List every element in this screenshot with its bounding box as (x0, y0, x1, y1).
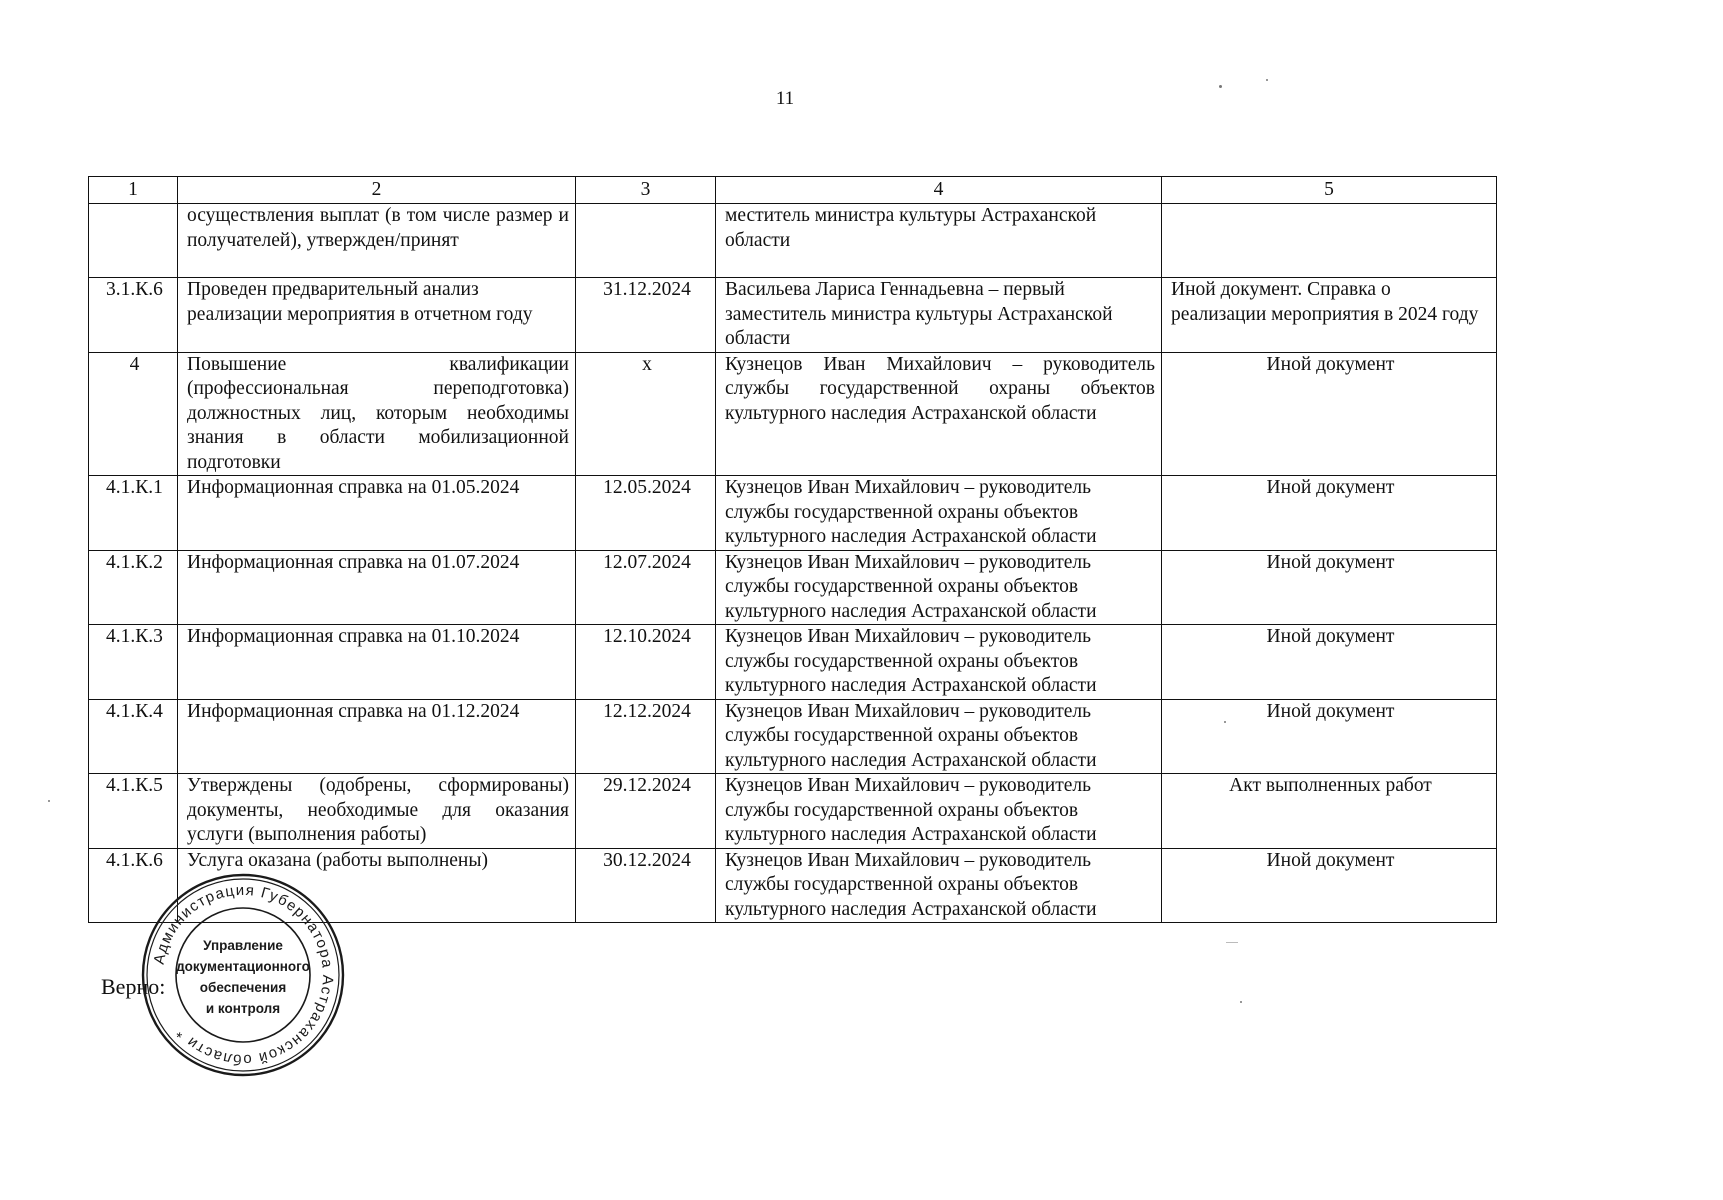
row-number: 4.1.К.6 (89, 848, 178, 923)
row-date: 12.10.2024 (576, 625, 716, 700)
row-responsible: Кузнецов Иван Михайлович – руководитель службы государственной охраны объектов культурного наследия Астраханской области (716, 352, 1162, 476)
row-description: Услуга оказана (работы выполнены) (178, 848, 576, 923)
row-date (576, 204, 716, 278)
row-responsible: меститель министра культуры Астраханской области (716, 204, 1162, 278)
row-date: 31.12.2024 (576, 278, 716, 353)
row-responsible: Кузнецов Иван Михайлович – руководитель службы государственной охраны объектов культурного наследия Астраханской области (716, 848, 1162, 923)
row-number: 4.1.К.4 (89, 699, 178, 774)
row-description: осуществления выплат (в том числе размер и получателей), утвержден/принят (178, 204, 576, 278)
row-responsible: Кузнецов Иван Михайлович – руководитель службы государственной охраны объектов культурного наследия Астраханской области (716, 625, 1162, 700)
row-number: 4.1.К.1 (89, 476, 178, 551)
row-document: Иной документ (1162, 352, 1497, 476)
column-header-2: 2 (178, 177, 576, 204)
row-date: 30.12.2024 (576, 848, 716, 923)
stamp-outer-ring (143, 875, 343, 1075)
scan-speck (1219, 85, 1222, 88)
row-document: Иной документ. Справка о реализации мероприятия в 2024 году (1162, 278, 1497, 353)
row-description: Информационная справка на 01.10.2024 (178, 625, 576, 700)
row-description: Информационная справка на 01.05.2024 (178, 476, 576, 551)
table-row (89, 476, 1497, 551)
row-responsible: Васильева Лариса Геннадьевна – первый заместитель министра культуры Астраханской области (716, 278, 1162, 353)
row-number: 4 (89, 352, 178, 476)
scan-speck (1266, 79, 1268, 81)
row-description: Информационная справка на 01.12.2024 (178, 699, 576, 774)
row-number: 4.1.К.2 (89, 550, 178, 625)
row-number (89, 204, 178, 278)
stamp-center-line-3: обеспечения (199, 980, 287, 995)
row-document (1162, 204, 1497, 278)
official-stamp (140, 872, 346, 1078)
row-document: Иной документ (1162, 625, 1497, 700)
row-description: Повышение квалификации (профессиональная переподготовка) должностных лиц, которым необходимы знания в области мобилизационной подготовки (178, 352, 576, 476)
table-row (89, 699, 1497, 774)
column-header-4: 4 (716, 177, 1162, 204)
row-responsible: Кузнецов Иван Михайлович – руководитель службы государственной охраны объектов культурного наследия Астраханской области (716, 774, 1162, 849)
scan-speck (1240, 1001, 1242, 1003)
row-description: Утверждены (одобрены, сформированы) документы, необходимые для оказания услуги (выполнения работы) (178, 774, 576, 849)
stamp-center-line-4: и контроля (205, 1001, 281, 1016)
row-number: 3.1.К.6 (89, 278, 178, 353)
row-document: Иной документ (1162, 476, 1497, 551)
table-row (89, 352, 1497, 476)
stamp-center-line-1: Управление (203, 938, 283, 953)
table-row (89, 204, 1497, 278)
row-responsible: Кузнецов Иван Михайлович – руководитель службы государственной охраны объектов культурного наследия Астраханской области (716, 476, 1162, 551)
row-date: 12.05.2024 (576, 476, 716, 551)
table-row (89, 278, 1497, 353)
row-document: Иной документ (1162, 699, 1497, 774)
column-header-3: 3 (576, 177, 716, 204)
row-number: 4.1.К.3 (89, 625, 178, 700)
table-row (89, 625, 1497, 700)
row-date: 12.07.2024 (576, 550, 716, 625)
table-row (89, 774, 1497, 849)
column-header-1: 1 (89, 177, 178, 204)
row-number: 4.1.К.5 (89, 774, 178, 849)
plan-table (88, 176, 1497, 923)
page-number: 11 (775, 88, 795, 109)
row-responsible: Кузнецов Иван Михайлович – руководитель службы государственной охраны объектов культурного наследия Астраханской области (716, 699, 1162, 774)
table-row (89, 550, 1497, 625)
row-document: Акт выполненных работ (1162, 774, 1497, 849)
row-document: Иной документ (1162, 848, 1497, 923)
row-description: Информационная справка на 01.07.2024 (178, 550, 576, 625)
stamp-inner-ring (176, 908, 310, 1042)
row-document: Иной документ (1162, 550, 1497, 625)
scan-speck (1226, 942, 1238, 943)
row-description: Проведен предварительный анализ реализации мероприятия в отчетном году (178, 278, 576, 353)
stamp-ring-text: Администрация Губернатора Астраханской области * (150, 881, 337, 1069)
scan-speck (48, 800, 50, 802)
stamp-center-line-2: документационного (176, 959, 310, 974)
row-date: х (576, 352, 716, 476)
column-header-5: 5 (1162, 177, 1497, 204)
row-responsible: Кузнецов Иван Михайлович – руководитель службы государственной охраны объектов культурного наследия Астраханской области (716, 550, 1162, 625)
row-date: 12.12.2024 (576, 699, 716, 774)
row-date: 29.12.2024 (576, 774, 716, 849)
verno-label: Верно: (101, 974, 166, 999)
table-header-row (89, 177, 1497, 204)
